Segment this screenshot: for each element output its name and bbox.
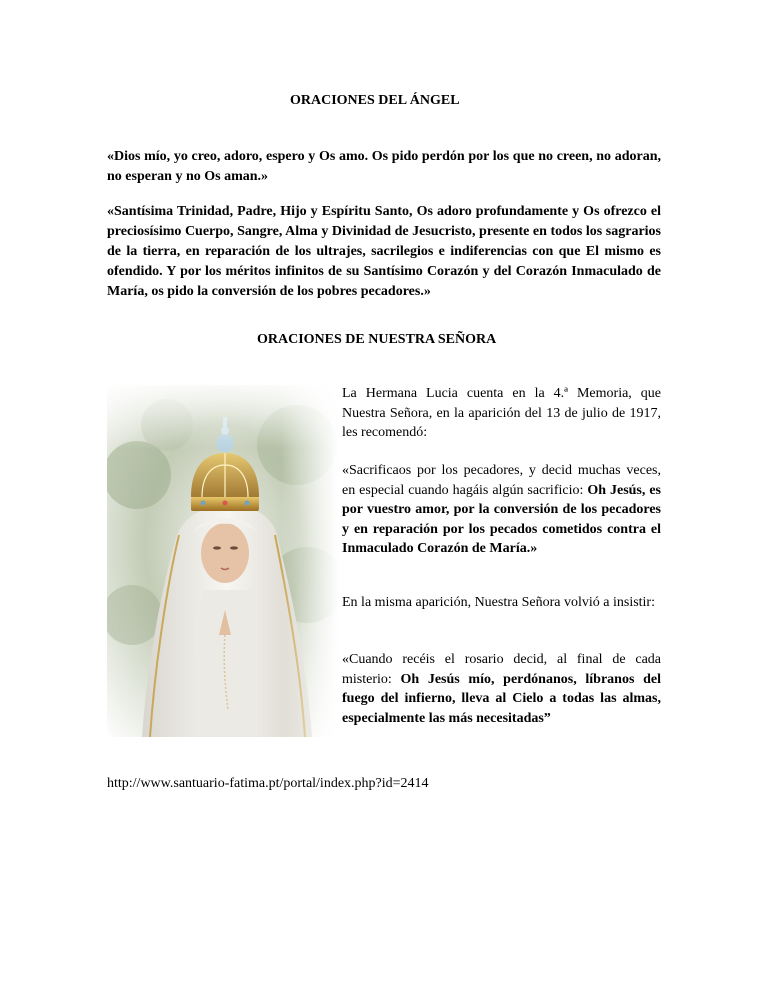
- title-oraciones-del-angel: ORACIONES DEL ÁNGEL: [290, 93, 460, 108]
- quote-sacrificaos-bold: Oh Jesús, es por vuestro amor, por la conversión de los pecadores y en reparación por los pecados cometidos contra el Inmaculado Corazón de María.»: [342, 482, 661, 557]
- quote-sacrificaos: [342, 461, 661, 559]
- virgin-of-fatima-statue-image: [107, 385, 339, 737]
- intro-paragraph: La Hermana Lucia cuenta en la 4.ª Memoria, que Nuestra Señora, en la aparición del 13 de julio de 1917, les recomendó:: [342, 386, 661, 441]
- quote-sacrificaos-plain: «Sacrificaos por los pecadores, y decid muchas veces, en especial cuando hagáis algún sacrificio:: [342, 463, 661, 498]
- quote-rosario-plain: «Cuando recéis el rosario decid, al final de cada misterio:: [342, 652, 661, 687]
- source-url-link[interactable]: http://www.santuario-fatima.pt/portal/index.php?id=2414: [107, 776, 429, 791]
- quote-rosario: [342, 650, 661, 728]
- quote-rosario-bold: Oh Jesús mío, perdónanos, líbranos del fuego del infierno, lleva al Cielo a todas las almas, especialmente las más necesitadas”: [342, 671, 661, 726]
- prayer-santisima-trinidad: «Santísima Trinidad, Padre, Hijo y Espíritu Santo, Os adoro profundamente y Os ofrezco el preciosísimo Cuerpo, Sangre, Alma y Divinidad de Jesucristo, presente en todos los sagrarios de la tierra, en reparación de los ultrajes, sacrilegios e indiferencias con que El mismo es ofendido. Y por los méritos infinitos de su Santísimo Corazón y del Corazón Inmaculado de María, os pido la conversión de los pobres pecadores.»: [107, 204, 661, 299]
- second-apparition-paragraph: En la misma aparición, Nuestra Señora volvió a insistir:: [342, 595, 655, 610]
- title-oraciones-de-nuestra-senora: ORACIONES DE NUESTRA SEÑORA: [257, 332, 497, 347]
- prayer-dios-mio: «Dios mío, yo creo, adoro, espero y Os amo. Os pido perdón por los que no creen, no adoran, no esperan y no Os aman.»: [107, 149, 661, 184]
